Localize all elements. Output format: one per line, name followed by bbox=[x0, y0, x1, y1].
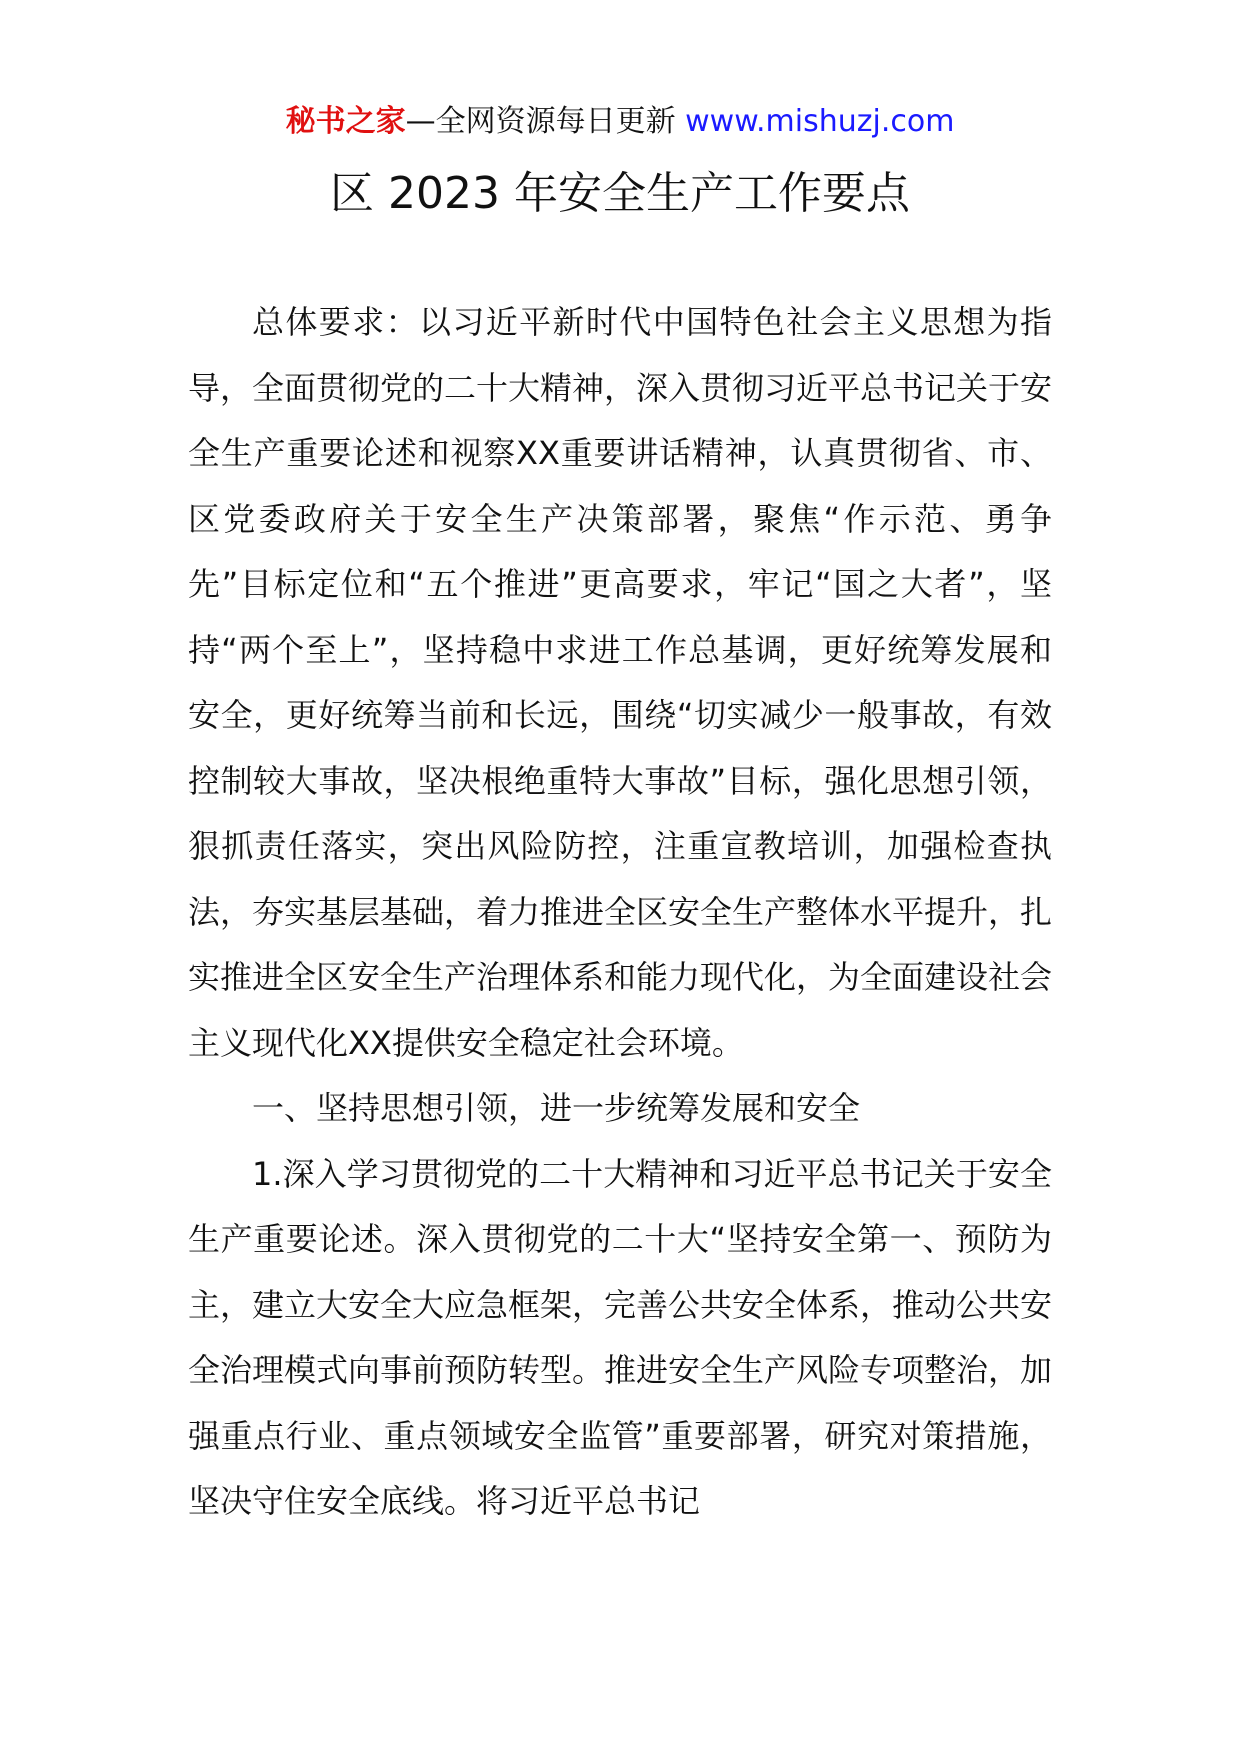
brand-name: 秘书之家 bbox=[285, 104, 406, 139]
site-header bbox=[0, 100, 1240, 144]
site-tagline: —全网资源每日更新 bbox=[405, 104, 676, 139]
paragraph-item-1: 1.深入学习贯彻党的二十大精神和习近平总书记关于安全生产重要论述。深入贯彻党的二十大“坚持安全第一、预防为主，建立大安全大应急框架，完善公共安全体系，推动公共安全治理模式向事前预防转型。推进安全生产风险专项整治，加强重点行业、重点领域安全监管”重要部署，研究对策措施，坚决守住安全底线。将习近平总书记 bbox=[188, 1154, 1053, 1520]
document-body bbox=[188, 290, 1052, 1535]
document-title: 区 2023 年安全生产工作要点 bbox=[330, 168, 910, 219]
paragraph-general-requirements: 总体要求：以习近平新时代中国特色社会主义思想为指导，全面贯彻党的二十大精神，深入贯彻习近平总书记关于安全生产重要论述和视察XX重要讲话精神，认真贯彻省、市、区党委政府关于安全生产决策部署，聚焦“作示范、勇争先”目标定位和“五个推进”更高要求，牢记“国之大者”，坚持“两个至上”，坚持稳中求进工作总基调，更好统筹发展和安全，更好统筹当前和长远，围绕“切实减少一般事故，有效控制较大事故，坚决根绝重特大事故”目标，强化思想引领，狠抓责任落实，突出风险防控，注重宣教培训，加强检查执法，夯实基层基础，着力推进全区安全生产整体水平提升，扎实推进全区安全生产治理体系和能力现代化，为全面建设社会主义现代化XX提供安全稳定社会环境。 bbox=[188, 303, 1053, 1062]
section-heading-1: 一、坚持思想引领，进一步统筹发展和安全 bbox=[252, 1089, 861, 1127]
site-url-link[interactable]: www.mishuzj.com bbox=[685, 104, 955, 139]
